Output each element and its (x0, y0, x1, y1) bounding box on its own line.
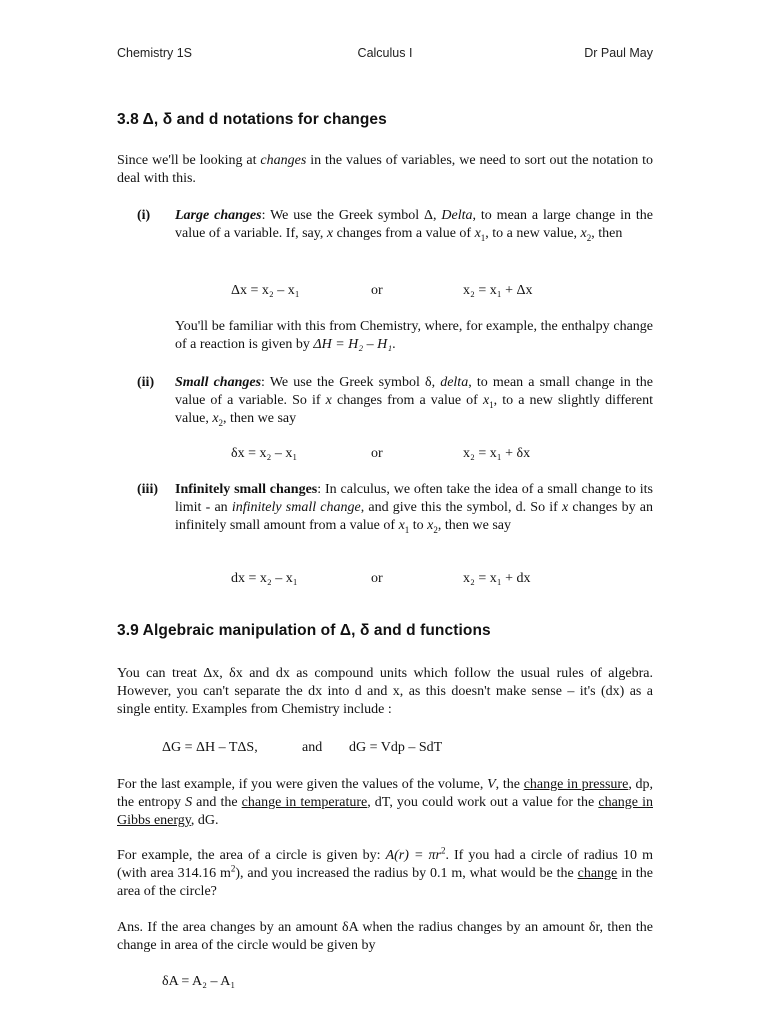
list-item-large-changes (137, 207, 653, 243)
list-item-infinitely-small-changes (137, 481, 653, 535)
equation-or: or (371, 446, 383, 461)
section-heading-3-9: 3.9 Algebraic manipulation of Δ, δ and d functions (117, 622, 491, 639)
item-number: (ii) (137, 375, 155, 390)
equation-dg: dG = Vdp – SdT (349, 740, 443, 755)
circle-example-paragraph: For example, the area of a circle is given by: $A(r) = \pi r^2$. If you had a circle of radius 10 m (with area 314.16 $m^2$), and you increased the radius by 0.1 m, what would be the change in the area of the circle? (117, 845, 654, 899)
equation-or: or (371, 283, 383, 298)
item-number: (iii) (137, 482, 158, 497)
equation-area-change: δA = A₂ – A₁ (162, 974, 236, 989)
item-number: (i) (137, 208, 151, 223)
intro-paragraph: Since we'll be looking at changes in the values of variables, we need to sort out the notation to deal with this. (117, 153, 654, 186)
header-author: Dr Paul May (584, 46, 653, 60)
item-text: Large changes: We use the Greek symbol Δ, Delta, to mean a large change in the value of a variable. If, say, x changes from a value of $x_1$, to a new value, $x_2$, then (175, 208, 653, 243)
equation-left: Δx = x₂ – x₁ (231, 283, 300, 298)
item-text: Small changes: We use the Greek symbol δ, delta, to mean a small change in the value of a variable. So if x changes from a value of $x_1$, to a new slightly different value, $x_2$, then we say (175, 375, 654, 428)
equation-and: and (302, 740, 323, 755)
equation-left: dx = x₂ – x₁ (231, 571, 298, 586)
item-text: Infinitely small changes: In calculus, we often take the idea of a small change to its limit - an infinitely small change, and give this the symbol, d. So if x changes by an infinitely small amount from a value of $x_1$ to $x_2$, then we say (175, 482, 654, 535)
header-course: Chemistry 1S (117, 46, 193, 60)
list-item-small-changes (137, 374, 653, 428)
section-heading-3-8: 3.8 Δ, δ and d notations for changes (117, 111, 387, 128)
page-header (117, 44, 653, 62)
equation-right: x₂ = x₁ + δx (463, 446, 531, 461)
gibbs-example-paragraph: For the last example, if you were given the values of the volume, V, the change in pressure, dp, the entropy S and the change in temperature, dT, you could work out a value for the change in Gibbs energy, dG. (117, 777, 654, 828)
equation-right: x₂ = x₁ + Δx (463, 283, 533, 298)
equation-left: δx = x₂ – x₁ (231, 446, 298, 461)
enthalpy-note: You'll be familiar with this from Chemistry, where, for example, the enthalpy change of a reaction is given by ΔH = H₂ – H₁. (175, 319, 653, 352)
answer-paragraph: Ans. If the area changes by an amount δA when the radius changes by an amount δr, then the change in area of the circle would be given by (117, 920, 653, 953)
header-topic: Calculus I (357, 46, 413, 60)
equation-or: or (371, 571, 383, 586)
equation-right: x₂ = x₁ + dx (463, 571, 531, 586)
equation-gibbs: ΔG = ΔH – TΔS, (162, 740, 258, 755)
compound-units-paragraph: You can treat Δx, δx and dx as compound units which follow the usual rules of algebra. However, you can't separate the dx into d and x, as this doesn't make sense – it's (dx) as a single entity. Examples from Chemistry include : (117, 666, 653, 717)
